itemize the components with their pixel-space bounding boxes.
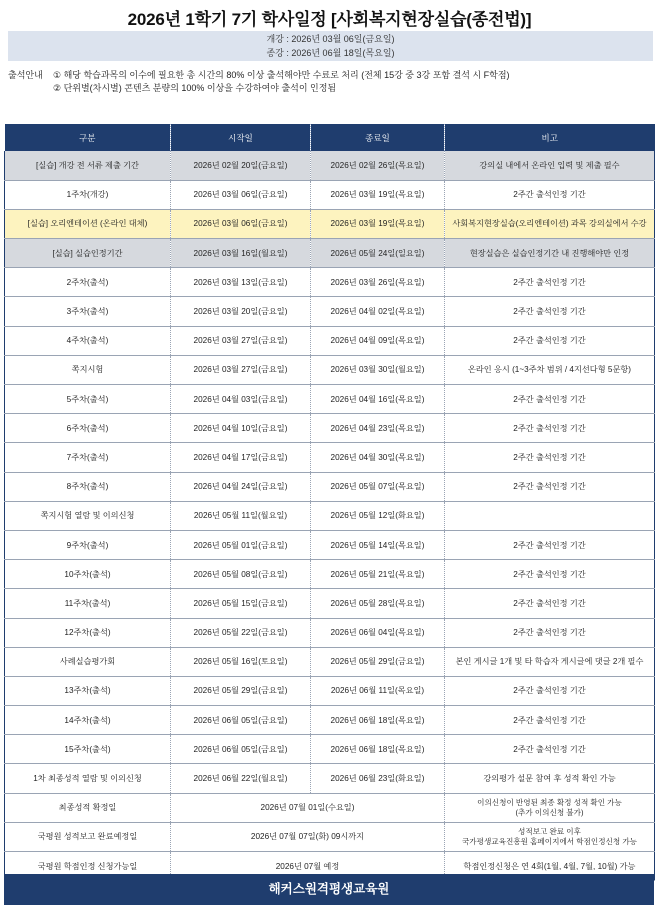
row-date: 2026년 07월 07일(화) 09시까지 xyxy=(171,822,445,851)
term-dates xyxy=(8,31,653,61)
row-note: 2주간 출석인정 기간 xyxy=(445,735,655,764)
row-end-date: 2026년 05월 29일(금요일) xyxy=(311,647,445,676)
row-end-date: 2026년 06월 18일(목요일) xyxy=(311,706,445,735)
row-note xyxy=(445,822,655,851)
row-note: 2주간 출석인정 기간 xyxy=(445,530,655,559)
attendance-notice xyxy=(8,69,510,95)
row-category: 3주차(출석) xyxy=(5,297,171,326)
row-end-date: 2026년 03월 30일(월요일) xyxy=(311,355,445,384)
table-row xyxy=(5,326,655,355)
table-row xyxy=(5,560,655,589)
row-end-date: 2026년 06월 23일(화요일) xyxy=(311,764,445,793)
row-category: 11주차(출석) xyxy=(5,589,171,618)
row-start-date: 2026년 04월 24일(금요일) xyxy=(171,472,311,501)
table-row xyxy=(5,589,655,618)
row-category: 1주차(개강) xyxy=(5,180,171,209)
row-start-date: 2026년 05월 22일(금요일) xyxy=(171,618,311,647)
row-date: 2026년 07월 01일(수요일) xyxy=(171,793,445,822)
row-category: 13주차(출석) xyxy=(5,676,171,705)
row-category: 사례실습평가회 xyxy=(5,647,171,676)
row-start-date: 2026년 03월 20일(금요일) xyxy=(171,297,311,326)
notice-line-1: ① 해당 학습과목의 이수에 필요한 총 시간의 80% 이상 출석해야만 수료로 처리 (전체 15강 중 3강 포함 결석 시 F학점) xyxy=(53,70,510,80)
row-start-date: 2026년 03월 27일(금요일) xyxy=(171,355,311,384)
col-header-category: 구분 xyxy=(5,124,171,151)
row-category: [실습] 오리엔테이션 (온라인 대체) xyxy=(5,209,171,238)
row-note xyxy=(445,501,655,530)
row-note: 학점인정신청은 연 4회(1월, 4월, 7월, 10월) 가능 xyxy=(445,852,655,881)
row-date: 2026년 07월 예정 xyxy=(171,852,445,881)
table-row xyxy=(5,618,655,647)
row-end-date: 2026년 04월 09일(목요일) xyxy=(311,326,445,355)
row-note: 온라인 응시 (1~3주차 범위 / 4지선다형 5문항) xyxy=(445,355,655,384)
row-category: 국평원 성적보고 완료예정일 xyxy=(5,822,171,851)
table-row xyxy=(5,530,655,559)
term-start: 개강 : 2026년 03월 06일(금요일) xyxy=(266,34,395,44)
footer-brand: 해커스원격평생교육원 xyxy=(4,874,654,905)
row-end-date: 2026년 03월 19일(목요일) xyxy=(311,180,445,209)
row-note: 2주간 출석인정 기간 xyxy=(445,180,655,209)
row-start-date: 2026년 02월 20일(금요일) xyxy=(171,151,311,180)
notice-label: 출석안내 xyxy=(8,70,43,80)
row-start-date: 2026년 05월 01일(금요일) xyxy=(171,530,311,559)
row-end-date: 2026년 04월 16일(목요일) xyxy=(311,385,445,414)
term-end: 종강 : 2026년 06월 18일(목요일) xyxy=(266,48,395,58)
row-note: 2주간 출석인정 기간 xyxy=(445,326,655,355)
row-start-date: 2026년 04월 17일(금요일) xyxy=(171,443,311,472)
table-row-grade-report xyxy=(5,822,655,851)
row-category: 4주차(출석) xyxy=(5,326,171,355)
row-end-date: 2026년 06월 11일(목요일) xyxy=(311,676,445,705)
row-note-line: 이의신청이 반영된 최종 확정 성적 확인 가능 xyxy=(477,797,622,807)
row-category: 8주차(출석) xyxy=(5,472,171,501)
table-row xyxy=(5,355,655,384)
table-row xyxy=(5,268,655,297)
schedule-table xyxy=(4,124,655,881)
row-note-line: 성적보고 완료 이후 xyxy=(518,826,581,836)
table-row xyxy=(5,414,655,443)
row-start-date: 2026년 05월 16일(토요일) xyxy=(171,647,311,676)
row-start-date: 2026년 03월 27일(금요일) xyxy=(171,326,311,355)
table-row xyxy=(5,385,655,414)
row-end-date: 2026년 05월 24일(일요일) xyxy=(311,239,445,268)
table-row xyxy=(5,764,655,793)
table-row xyxy=(5,180,655,209)
row-category: 쪽지시험 xyxy=(5,355,171,384)
row-start-date: 2026년 06월 05일(금요일) xyxy=(171,735,311,764)
row-end-date: 2026년 04월 30일(목요일) xyxy=(311,443,445,472)
row-note: 2주간 출석인정 기간 xyxy=(445,618,655,647)
row-category: 5주차(출석) xyxy=(5,385,171,414)
row-category: [실습] 개강 전 서류 제출 기간 xyxy=(5,151,171,180)
row-category: 6주차(출석) xyxy=(5,414,171,443)
row-category: 12주차(출석) xyxy=(5,618,171,647)
row-note: 현장실습은 실습인정기간 내 진행해야만 인정 xyxy=(445,239,655,268)
row-end-date: 2026년 03월 19일(목요일) xyxy=(311,209,445,238)
row-start-date: 2026년 03월 13일(금요일) xyxy=(171,268,311,297)
row-start-date: 2026년 04월 03일(금요일) xyxy=(171,385,311,414)
row-category: 최종성적 확정일 xyxy=(5,793,171,822)
row-note: 2주간 출석인정 기간 xyxy=(445,706,655,735)
row-note: 2주간 출석인정 기간 xyxy=(445,385,655,414)
table-row xyxy=(5,297,655,326)
row-start-date: 2026년 06월 05일(금요일) xyxy=(171,706,311,735)
row-category: 국평원 학점인정 신청가능일 xyxy=(5,852,171,881)
row-end-date: 2026년 05월 07일(목요일) xyxy=(311,472,445,501)
row-category: 쪽지시험 열람 및 이의신청 xyxy=(5,501,171,530)
table-row xyxy=(5,647,655,676)
row-note xyxy=(445,793,655,822)
row-category: 15주차(출석) xyxy=(5,735,171,764)
row-start-date: 2026년 03월 16일(월요일) xyxy=(171,239,311,268)
row-start-date: 2026년 05월 11일(월요일) xyxy=(171,501,311,530)
col-header-note: 비고 xyxy=(445,124,655,151)
table-row xyxy=(5,443,655,472)
table-row xyxy=(5,676,655,705)
row-note: 사회복지현장실습(오리엔테이션) 과목 강의실에서 수강 xyxy=(445,209,655,238)
row-end-date: 2026년 05월 28일(목요일) xyxy=(311,589,445,618)
row-note: 강의평가 설문 참여 후 성적 확인 가능 xyxy=(445,764,655,793)
row-start-date: 2026년 06월 22일(월요일) xyxy=(171,764,311,793)
page-title: 2026년 1학기 7기 학사일정 [사회복지현장실습(종전법)] xyxy=(127,10,532,29)
table-row xyxy=(5,706,655,735)
table-row-final-grade xyxy=(5,793,655,822)
col-header-end: 종료일 xyxy=(311,124,445,151)
row-category: 10주차(출석) xyxy=(5,560,171,589)
row-note: 2주간 출석인정 기간 xyxy=(445,268,655,297)
row-category: 1차 최종성적 열람 및 이의신청 xyxy=(5,764,171,793)
row-end-date: 2026년 05월 12일(화요일) xyxy=(311,501,445,530)
table-row xyxy=(5,239,655,268)
row-end-date: 2026년 05월 14일(목요일) xyxy=(311,530,445,559)
row-category: 14주차(출석) xyxy=(5,706,171,735)
row-end-date: 2026년 04월 02일(목요일) xyxy=(311,297,445,326)
row-start-date: 2026년 05월 08일(금요일) xyxy=(171,560,311,589)
table-row xyxy=(5,735,655,764)
row-start-date: 2026년 05월 15일(금요일) xyxy=(171,589,311,618)
row-note: 2주간 출석인정 기간 xyxy=(445,676,655,705)
row-end-date: 2026년 05월 21일(목요일) xyxy=(311,560,445,589)
row-category: 9주차(출석) xyxy=(5,530,171,559)
row-note: 2주간 출석인정 기간 xyxy=(445,297,655,326)
table-row xyxy=(5,151,655,180)
row-note: 2주간 출석인정 기간 xyxy=(445,443,655,472)
row-note-line: (추가 이의신청 불가) xyxy=(515,807,584,817)
row-category: [실습] 실습인정기간 xyxy=(5,239,171,268)
row-category: 2주차(출석) xyxy=(5,268,171,297)
table-row xyxy=(5,209,655,238)
row-note: 2주간 출석인정 기간 xyxy=(445,560,655,589)
row-note: 강의실 내에서 온라인 입력 및 제출 필수 xyxy=(445,151,655,180)
row-note: 2주간 출석인정 기간 xyxy=(445,472,655,501)
row-end-date: 2026년 04월 23일(목요일) xyxy=(311,414,445,443)
row-end-date: 2026년 06월 04일(목요일) xyxy=(311,618,445,647)
table-row xyxy=(5,501,655,530)
table-header xyxy=(5,124,655,151)
row-end-date: 2026년 02월 26일(목요일) xyxy=(311,151,445,180)
row-end-date: 2026년 03월 26일(목요일) xyxy=(311,268,445,297)
table-row xyxy=(5,472,655,501)
row-note: 2주간 출석인정 기간 xyxy=(445,589,655,618)
row-start-date: 2026년 03월 06일(금요일) xyxy=(171,209,311,238)
row-note-line: 국가평생교육진흥원 홈페이지에서 학점인정신청 가능 xyxy=(461,836,638,846)
row-start-date: 2026년 04월 10일(금요일) xyxy=(171,414,311,443)
row-end-date: 2026년 06월 18일(목요일) xyxy=(311,735,445,764)
row-start-date: 2026년 05월 29일(금요일) xyxy=(171,676,311,705)
row-note: 본인 게시글 1개 및 타 학습자 게시글에 댓글 2개 필수 xyxy=(445,647,655,676)
notice-line-2: ② 단위별(차시별) 콘텐츠 분량의 100% 이상을 수강하여야 출석이 인정됨 xyxy=(53,83,337,93)
row-category: 7주차(출석) xyxy=(5,443,171,472)
col-header-start: 시작일 xyxy=(171,124,311,151)
row-start-date: 2026년 03월 06일(금요일) xyxy=(171,180,311,209)
row-note: 2주간 출석인정 기간 xyxy=(445,414,655,443)
